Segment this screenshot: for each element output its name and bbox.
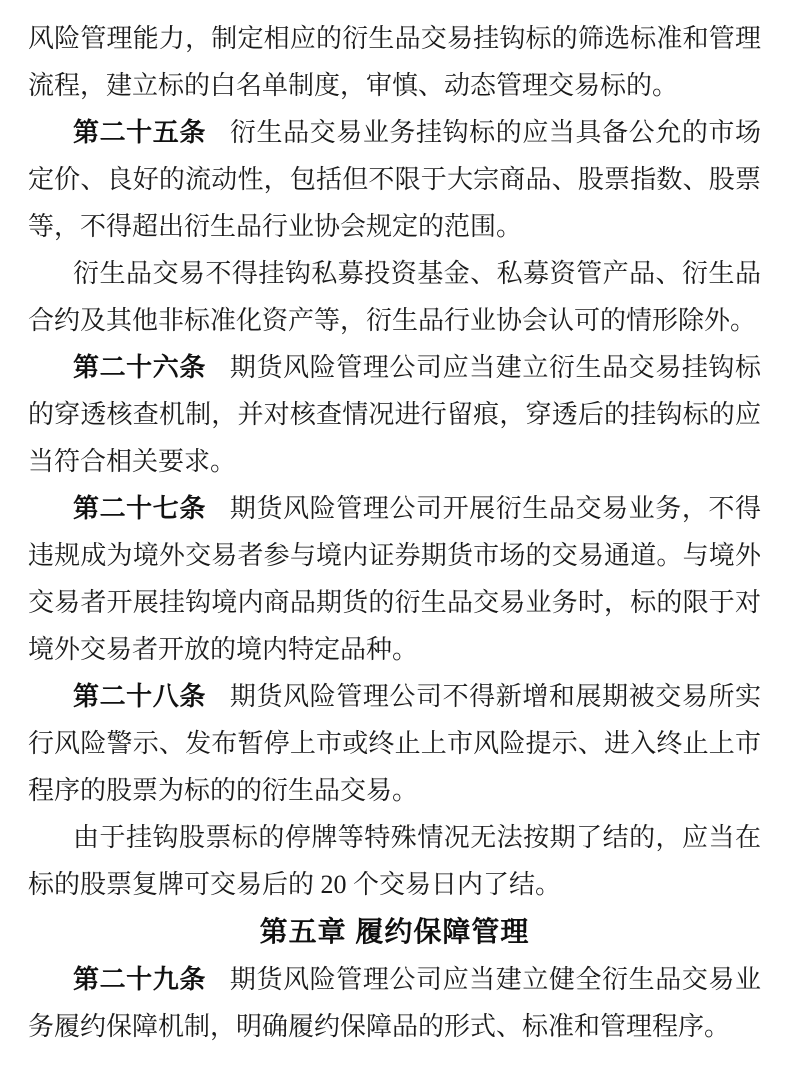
paragraph-text: 期货风险管理公司开展衍生品交易业务，不得违规成为境外交易者参与境内证券期货市场的交易通道。与境外交易者开展挂钩境内商品期货的衍生品交易业务时，标的限于对境外交易者开放的境内特定品种。 [28,494,761,664]
paragraph-text: 期货风险管理公司应当建立衍生品交易挂钩标的穿透核查机制，并对核查情况进行留痕，穿透后的挂钩标的应当符合相关要求。 [28,353,761,476]
paragraph-text: 由于挂钩股票标的停牌等特殊情况无法按期了结的，应当在标的股票复牌可交易后的 20 个交易日内了结。 [28,823,761,899]
article-number: 第二十五条 [73,118,206,147]
paragraph-text: 衍生品交易业务挂钩标的应当具备公允的市场定价、良好的流动性，包括但不限于大宗商品、股票指数、股票等，不得超出衍生品行业协会规定的范围。 [28,118,761,241]
paragraph-article-28-supplement [28,814,761,908]
paragraph-text: 风险管理能力，制定相应的衍生品交易挂钩标的筛选标准和管理流程，建立标的白名单制度，审慎、动态管理交易标的。 [28,24,761,100]
paragraph-article-29 [28,956,761,1050]
paragraph-article-25 [28,109,761,250]
paragraph-article-28 [28,673,761,814]
paragraph-article-25-supplement [28,250,761,344]
article-number: 第二十六条 [73,353,206,382]
article-number: 第二十八条 [73,682,206,711]
article-number: 第二十九条 [73,965,206,994]
chapter-heading: 第五章 履约保障管理 [259,916,530,947]
paragraph-article-27 [28,485,761,673]
paragraph-text: 衍生品交易不得挂钩私募投资基金、私募资管产品、衍生品合约及其他非标准化资产等，衍生品行业协会认可的情形除外。 [28,259,761,335]
paragraph-text: 期货风险管理公司应当建立健全衍生品交易业务履约保障机制，明确履约保障品的形式、标准和管理程序。 [28,965,761,1041]
paragraph-article-26 [28,344,761,485]
article-number: 第二十七条 [73,494,206,523]
paragraph-text: 期货风险管理公司不得新增和展期被交易所实行风险警示、发布暂停上市或终止上市风险提示、进入终止上市程序的股票为标的的衍生品交易。 [28,682,761,805]
paragraph-continuation [28,15,761,109]
